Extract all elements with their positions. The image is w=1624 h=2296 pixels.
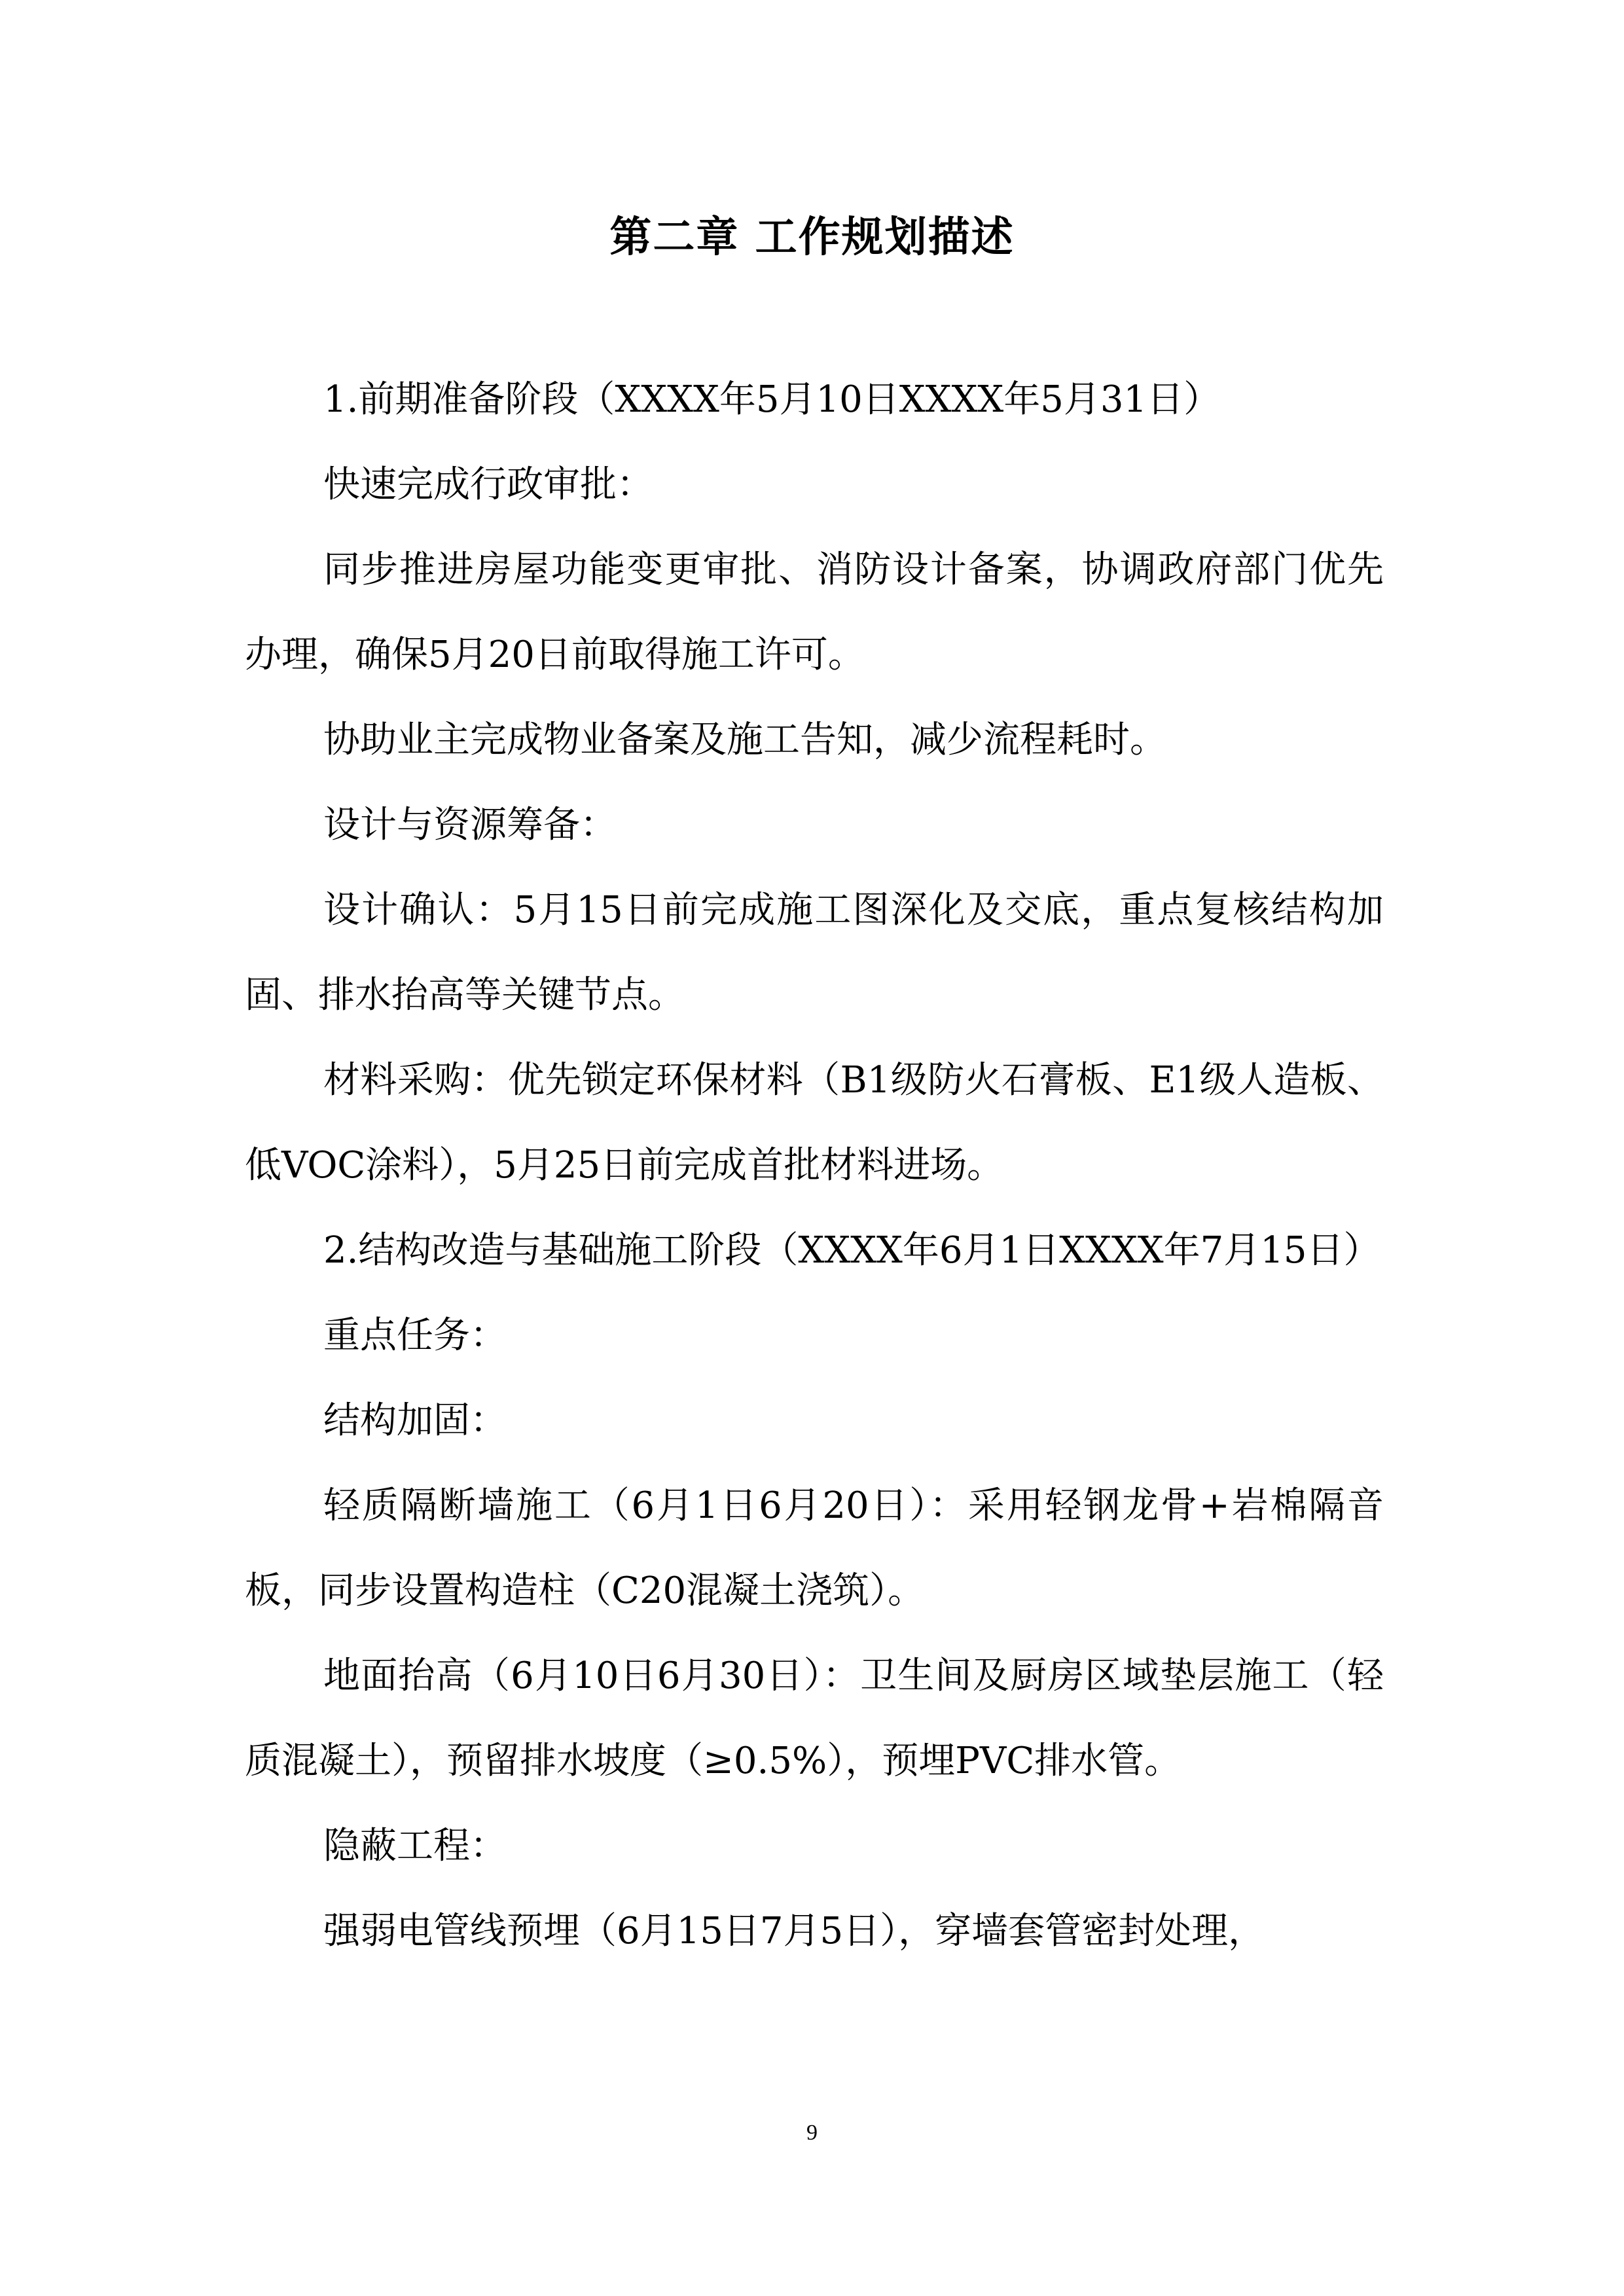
- paragraph: 轻质隔断墙施工（6月1日6月20日）：采用轻钢龙骨+岩棉隔音板，同步设置构造柱（C20混凝土浇筑）。: [245, 1484, 1384, 1612]
- paragraph: 结构加固：: [323, 1399, 507, 1442]
- paragraph: 隐蔽工程：: [323, 1825, 507, 1867]
- paragraph: 设计与资源筹备：: [323, 804, 617, 846]
- paragraph: 2.结构改造与基础施工阶段（XXXX年6月1日XXXX年7月15日）: [323, 1229, 1380, 1272]
- paragraph: 强弱电管线预埋（6月15日7月5日），穿墙套管密封处理，: [323, 1910, 1265, 1952]
- chapter-title: 第二章 工作规划描述: [609, 213, 1015, 262]
- paragraph: 协助业主完成物业备案及施工告知，减少流程耗时。: [323, 719, 1166, 761]
- paragraph: 1.前期准备阶段（XXXX年5月10日XXXX年5月31日）: [323, 378, 1221, 421]
- paragraph: 设计确认：5月15日前完成施工图深化及交底，重点复核结构加固、排水抬高等关键节点。: [245, 889, 1384, 1016]
- document-body: [245, 357, 1384, 1974]
- paragraph: 同步推进房屋功能变更审批、消防设计备案，协调政府部门优先办理，确保5月20日前取得施工许可。: [245, 548, 1384, 676]
- paragraph: 重点任务：: [323, 1314, 507, 1357]
- paragraph: 地面抬高（6月10日6月30日）：卫生间及厨房区域垫层施工（轻质混凝土），预留排水坡度（≥0.5%），预埋PVC排水管。: [245, 1655, 1384, 1782]
- paragraph: 材料采购：优先锁定环保材料（B1级防火石膏板、E1级人造板、低VOC涂料），5月25日前完成首批材料进场。: [245, 1059, 1384, 1187]
- paragraph: 快速完成行政审批：: [323, 463, 653, 506]
- page-number: 9: [806, 2121, 818, 2145]
